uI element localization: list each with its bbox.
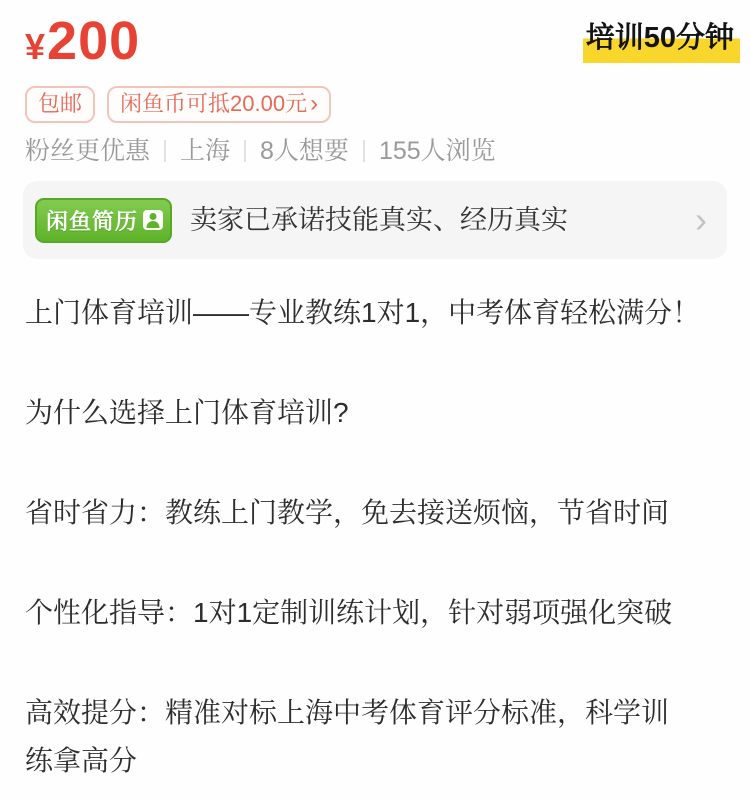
coin-discount-label: 闲鱼币可抵20.00元 bbox=[120, 91, 308, 116]
tags-row bbox=[25, 86, 750, 123]
price-amount: 200 bbox=[47, 11, 141, 71]
view-count: 155人浏览 bbox=[378, 137, 496, 165]
free-shipping-label: 包邮 bbox=[38, 91, 83, 116]
chevron-right-icon: › bbox=[310, 90, 319, 118]
resume-card-icon bbox=[143, 210, 163, 230]
coin-discount-tag[interactable] bbox=[107, 86, 331, 123]
description-line: 练拿高分 bbox=[25, 745, 138, 776]
description-paragraph bbox=[25, 689, 725, 785]
description-paragraph bbox=[25, 289, 725, 337]
description-line: 省时省力：教练上门教学，免去接送烦恼，节省时间 bbox=[25, 497, 670, 528]
description-line: 个性化指导：1对1定制训练计划，针对弱项强化突破 bbox=[25, 597, 673, 628]
divider bbox=[363, 140, 365, 162]
fans-discount-label: 粉丝更优惠 bbox=[25, 137, 151, 165]
description-line: 高效提分：精准对标上海中考体育评分标准，科学训 bbox=[25, 697, 670, 728]
want-count: 8人想要 bbox=[260, 137, 349, 165]
description-paragraph bbox=[25, 389, 725, 437]
description-paragraph bbox=[25, 489, 725, 537]
price bbox=[25, 11, 141, 71]
duration-badge: 培训50分钟 bbox=[583, 22, 740, 63]
promise-text: 卖家已承诺技能真实、经历真实 bbox=[190, 204, 569, 235]
resume-badge-label: 闲鱼简历 bbox=[46, 208, 139, 234]
xianyu-resume-badge bbox=[35, 198, 172, 243]
currency-symbol: ¥ bbox=[25, 26, 46, 67]
description-line: 为什么选择上门体育培训? bbox=[25, 397, 349, 428]
resume-banner[interactable] bbox=[23, 181, 727, 259]
meta-row bbox=[25, 136, 750, 166]
divider bbox=[164, 140, 166, 162]
description bbox=[0, 259, 750, 785]
description-line: 上门体育培训——专业教练1对1，中考体育轻松满分！ bbox=[25, 297, 701, 328]
location-label: 上海 bbox=[180, 137, 231, 165]
free-shipping-tag bbox=[25, 86, 95, 123]
header-row bbox=[0, 0, 750, 71]
description-paragraph bbox=[25, 589, 725, 637]
chevron-right-icon: › bbox=[695, 198, 707, 240]
divider bbox=[244, 140, 246, 162]
